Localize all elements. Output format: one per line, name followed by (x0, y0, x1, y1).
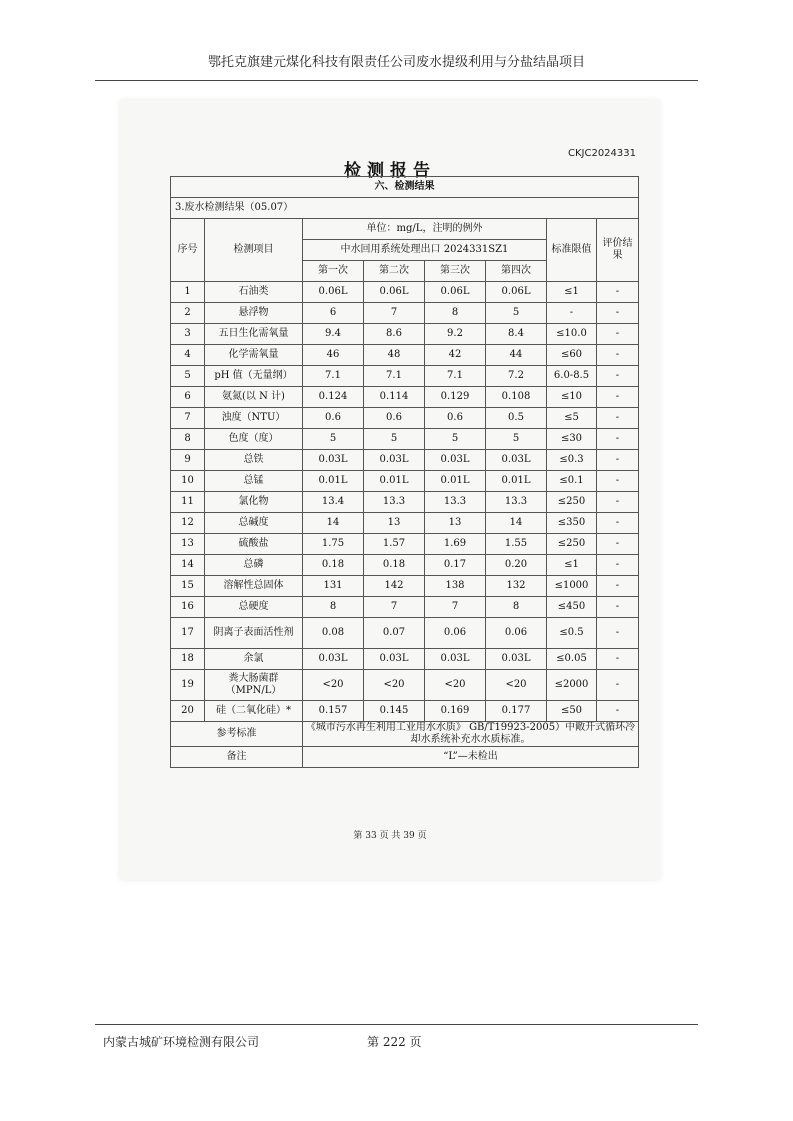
col-header-item: 检测项目 (205, 219, 303, 282)
row-value: 138 (425, 576, 486, 597)
row-evaluation: - (597, 282, 639, 303)
row-limit: ≤0.1 (547, 471, 597, 492)
row-number: 1 (171, 282, 205, 303)
table-row (171, 701, 639, 722)
row-item: 总碱度 (205, 513, 303, 534)
reference-standard: 《城市污水再生利用工业用水水质》 GB/T19923-2005）中敞开式循环冷却水系统补充水水质标准。 (303, 722, 639, 747)
row-value: 0.177 (486, 701, 547, 722)
row-value: 0.145 (364, 701, 425, 722)
row-value: <20 (486, 670, 547, 701)
row-number: 20 (171, 701, 205, 722)
row-limit: ≤30 (547, 429, 597, 450)
row-item: 总铁 (205, 450, 303, 471)
row-number: 3 (171, 324, 205, 345)
row-value: <20 (425, 670, 486, 701)
row-value: 0.6 (303, 408, 364, 429)
row-evaluation: - (597, 670, 639, 701)
row-value: 13.3 (486, 492, 547, 513)
row-evaluation: - (597, 597, 639, 618)
row-value: 0.157 (303, 701, 364, 722)
report-page-number: 第 33 页 共 39 页 (353, 831, 427, 841)
row-limit: ≤0.05 (547, 649, 597, 670)
row-evaluation: - (597, 450, 639, 471)
remark-label: 备注 (171, 747, 303, 768)
scanned-report (120, 100, 660, 880)
row-evaluation: - (597, 408, 639, 429)
row-value: 142 (364, 576, 425, 597)
row-value: 0.6 (364, 408, 425, 429)
row-evaluation: - (597, 513, 639, 534)
row-number: 9 (171, 450, 205, 471)
row-evaluation: - (597, 618, 639, 649)
row-limit: ≤350 (547, 513, 597, 534)
table-row (171, 303, 639, 324)
row-number: 8 (171, 429, 205, 450)
row-item: 总硬度 (205, 597, 303, 618)
row-number: 17 (171, 618, 205, 649)
row-value: 0.01L (303, 471, 364, 492)
row-value: 0.169 (425, 701, 486, 722)
row-value: 0.03L (364, 649, 425, 670)
row-value: 13.4 (303, 492, 364, 513)
reference-row (171, 722, 639, 747)
row-value: <20 (364, 670, 425, 701)
row-value: 0.108 (486, 387, 547, 408)
row-value: 0.03L (364, 450, 425, 471)
row-value: 0.18 (364, 555, 425, 576)
row-item: 氯化物 (205, 492, 303, 513)
row-value: 0.06L (486, 282, 547, 303)
row-value: 5 (486, 429, 547, 450)
row-number: 13 (171, 534, 205, 555)
row-value: 0.03L (486, 649, 547, 670)
table-row (171, 492, 639, 513)
row-value: 0.124 (303, 387, 364, 408)
row-value: 0.03L (486, 450, 547, 471)
col-header-limit: 标准限值 (547, 219, 597, 282)
row-limit: ≤2000 (547, 670, 597, 701)
row-value: 13.3 (364, 492, 425, 513)
row-item: 总锰 (205, 471, 303, 492)
row-value: 9.2 (425, 324, 486, 345)
row-number: 5 (171, 366, 205, 387)
row-value: 7 (364, 303, 425, 324)
footer-company: 内蒙古城矿环境检测有限公司 (103, 1035, 260, 1049)
row-value: 131 (303, 576, 364, 597)
row-value: 0.06L (303, 282, 364, 303)
row-item: 浊度（NTU） (205, 408, 303, 429)
row-item: 氨氮(以 N 计) (205, 387, 303, 408)
row-number: 2 (171, 303, 205, 324)
footer-page-number: 第 222 页 (367, 1035, 422, 1049)
row-number: 12 (171, 513, 205, 534)
row-value: 5 (486, 303, 547, 324)
row-value: 0.6 (425, 408, 486, 429)
row-value: 7.1 (425, 366, 486, 387)
page-footer (95, 1024, 698, 1049)
table-row (171, 576, 639, 597)
row-value: 0.06 (486, 618, 547, 649)
row-value: 7 (425, 597, 486, 618)
row-number: 15 (171, 576, 205, 597)
row-limit: ≤0.5 (547, 618, 597, 649)
row-evaluation: - (597, 555, 639, 576)
row-item: 悬浮物 (205, 303, 303, 324)
row-evaluation: - (597, 303, 639, 324)
row-number: 16 (171, 597, 205, 618)
row-limit: ≤1000 (547, 576, 597, 597)
row-value: 7.1 (364, 366, 425, 387)
table-row (171, 366, 639, 387)
row-value: 8 (425, 303, 486, 324)
row-evaluation: - (597, 429, 639, 450)
table-row (171, 649, 639, 670)
row-limit: - (547, 303, 597, 324)
row-item: 硅（二氧化硅）* (205, 701, 303, 722)
report-title: 检测报告 (344, 161, 436, 181)
page-header (95, 52, 698, 81)
col-header-run-3: 第三次 (425, 261, 486, 282)
row-value: 0.08 (303, 618, 364, 649)
row-value: 8.4 (486, 324, 547, 345)
row-value: <20 (303, 670, 364, 701)
row-limit: ≤450 (547, 597, 597, 618)
table-row (171, 408, 639, 429)
row-value: 132 (486, 576, 547, 597)
row-value: 5 (364, 429, 425, 450)
row-value: 0.03L (425, 649, 486, 670)
row-item: 溶解性总固体 (205, 576, 303, 597)
row-number: 10 (171, 471, 205, 492)
row-evaluation: - (597, 366, 639, 387)
row-evaluation: - (597, 649, 639, 670)
row-value: 0.129 (425, 387, 486, 408)
row-value: 0.17 (425, 555, 486, 576)
row-value: 6 (303, 303, 364, 324)
row-limit: ≤0.3 (547, 450, 597, 471)
row-evaluation: - (597, 701, 639, 722)
row-value: 5 (425, 429, 486, 450)
row-value: 1.69 (425, 534, 486, 555)
row-limit: ≤60 (547, 345, 597, 366)
row-limit: 6.0-8.5 (547, 366, 597, 387)
row-value: 13.3 (425, 492, 486, 513)
row-item: 粪大肠菌群（MPN/L） (205, 670, 303, 701)
row-value: 5 (303, 429, 364, 450)
row-value: 1.55 (486, 534, 547, 555)
row-item: 石油类 (205, 282, 303, 303)
col-header-no: 序号 (171, 219, 205, 282)
row-number: 4 (171, 345, 205, 366)
row-limit: ≤5 (547, 408, 597, 429)
row-limit: ≤10.0 (547, 324, 597, 345)
row-item: 硫酸盐 (205, 534, 303, 555)
row-value: 13 (364, 513, 425, 534)
table-row (171, 534, 639, 555)
header-title: 鄂托克旗建元煤化科技有限责任公司废水提级利用与分盐结晶项目 (207, 55, 585, 70)
table-row (171, 670, 639, 701)
row-value: 7.1 (303, 366, 364, 387)
row-evaluation: - (597, 471, 639, 492)
table-row (171, 387, 639, 408)
row-value: 0.06L (364, 282, 425, 303)
remark-row (171, 747, 639, 768)
col-header-run-2: 第二次 (364, 261, 425, 282)
row-value: 42 (425, 345, 486, 366)
table-row (171, 282, 639, 303)
row-value: 14 (303, 513, 364, 534)
row-value: 7.2 (486, 366, 547, 387)
table-row (171, 618, 639, 649)
row-value: 0.06L (425, 282, 486, 303)
row-evaluation: - (597, 387, 639, 408)
section-title: 六、检测结果 (171, 177, 639, 198)
row-value: 8 (303, 597, 364, 618)
row-limit: ≤10 (547, 387, 597, 408)
results-table (170, 176, 639, 768)
col-header-run-1: 第一次 (303, 261, 364, 282)
row-value: 1.57 (364, 534, 425, 555)
row-value: 0.03L (425, 450, 486, 471)
row-value: 9.4 (303, 324, 364, 345)
row-value: 8 (486, 597, 547, 618)
row-value: 44 (486, 345, 547, 366)
row-number: 19 (171, 670, 205, 701)
row-item: 阴离子表面活性剂 (205, 618, 303, 649)
row-value: 0.18 (303, 555, 364, 576)
row-value: 7 (364, 597, 425, 618)
row-value: 14 (486, 513, 547, 534)
row-item: 余氯 (205, 649, 303, 670)
row-limit: ≤250 (547, 534, 597, 555)
table-row (171, 555, 639, 576)
row-limit: ≤1 (547, 555, 597, 576)
row-item: 总磷 (205, 555, 303, 576)
row-number: 11 (171, 492, 205, 513)
row-value: 0.01L (486, 471, 547, 492)
row-value: 13 (425, 513, 486, 534)
table-row (171, 597, 639, 618)
table-row (171, 471, 639, 492)
row-value: 0.114 (364, 387, 425, 408)
table-row (171, 450, 639, 471)
row-value: 0.03L (303, 450, 364, 471)
row-value: 8.6 (364, 324, 425, 345)
table-row (171, 345, 639, 366)
row-limit: ≤1 (547, 282, 597, 303)
table-row (171, 429, 639, 450)
row-value: 1.75 (303, 534, 364, 555)
row-item: pH 值（无量纲） (205, 366, 303, 387)
table-row (171, 513, 639, 534)
col-header-run-4: 第四次 (486, 261, 547, 282)
row-evaluation: - (597, 345, 639, 366)
subsection-title: 3.废水检测结果（05.07） (171, 198, 639, 219)
row-limit: ≤50 (547, 701, 597, 722)
remark-text: “L”—未检出 (303, 747, 639, 768)
row-value: 0.01L (425, 471, 486, 492)
row-item: 五日生化需氧量 (205, 324, 303, 345)
report-code: CKJC2024331 (567, 148, 636, 159)
row-value: 46 (303, 345, 364, 366)
row-limit: ≤250 (547, 492, 597, 513)
row-evaluation: - (597, 492, 639, 513)
row-item: 色度（度） (205, 429, 303, 450)
row-number: 18 (171, 649, 205, 670)
row-number: 14 (171, 555, 205, 576)
row-number: 6 (171, 387, 205, 408)
row-value: 0.5 (486, 408, 547, 429)
row-number: 7 (171, 408, 205, 429)
row-item: 化学需氧量 (205, 345, 303, 366)
row-value: 0.03L (303, 649, 364, 670)
row-value: 0.20 (486, 555, 547, 576)
row-value: 0.01L (364, 471, 425, 492)
row-evaluation: - (597, 534, 639, 555)
table-row (171, 324, 639, 345)
reference-label: 参考标准 (171, 722, 303, 747)
unit-note: 单位：mg/L，注明的例外 (303, 219, 547, 240)
row-evaluation: - (597, 324, 639, 345)
row-evaluation: - (597, 576, 639, 597)
col-header-evaluation: 评价结果 (597, 219, 639, 282)
row-value: 0.07 (364, 618, 425, 649)
row-value: 0.06 (425, 618, 486, 649)
sampling-location: 中水回用系统处理出口 2024331SZ1 (303, 240, 547, 261)
row-value: 48 (364, 345, 425, 366)
